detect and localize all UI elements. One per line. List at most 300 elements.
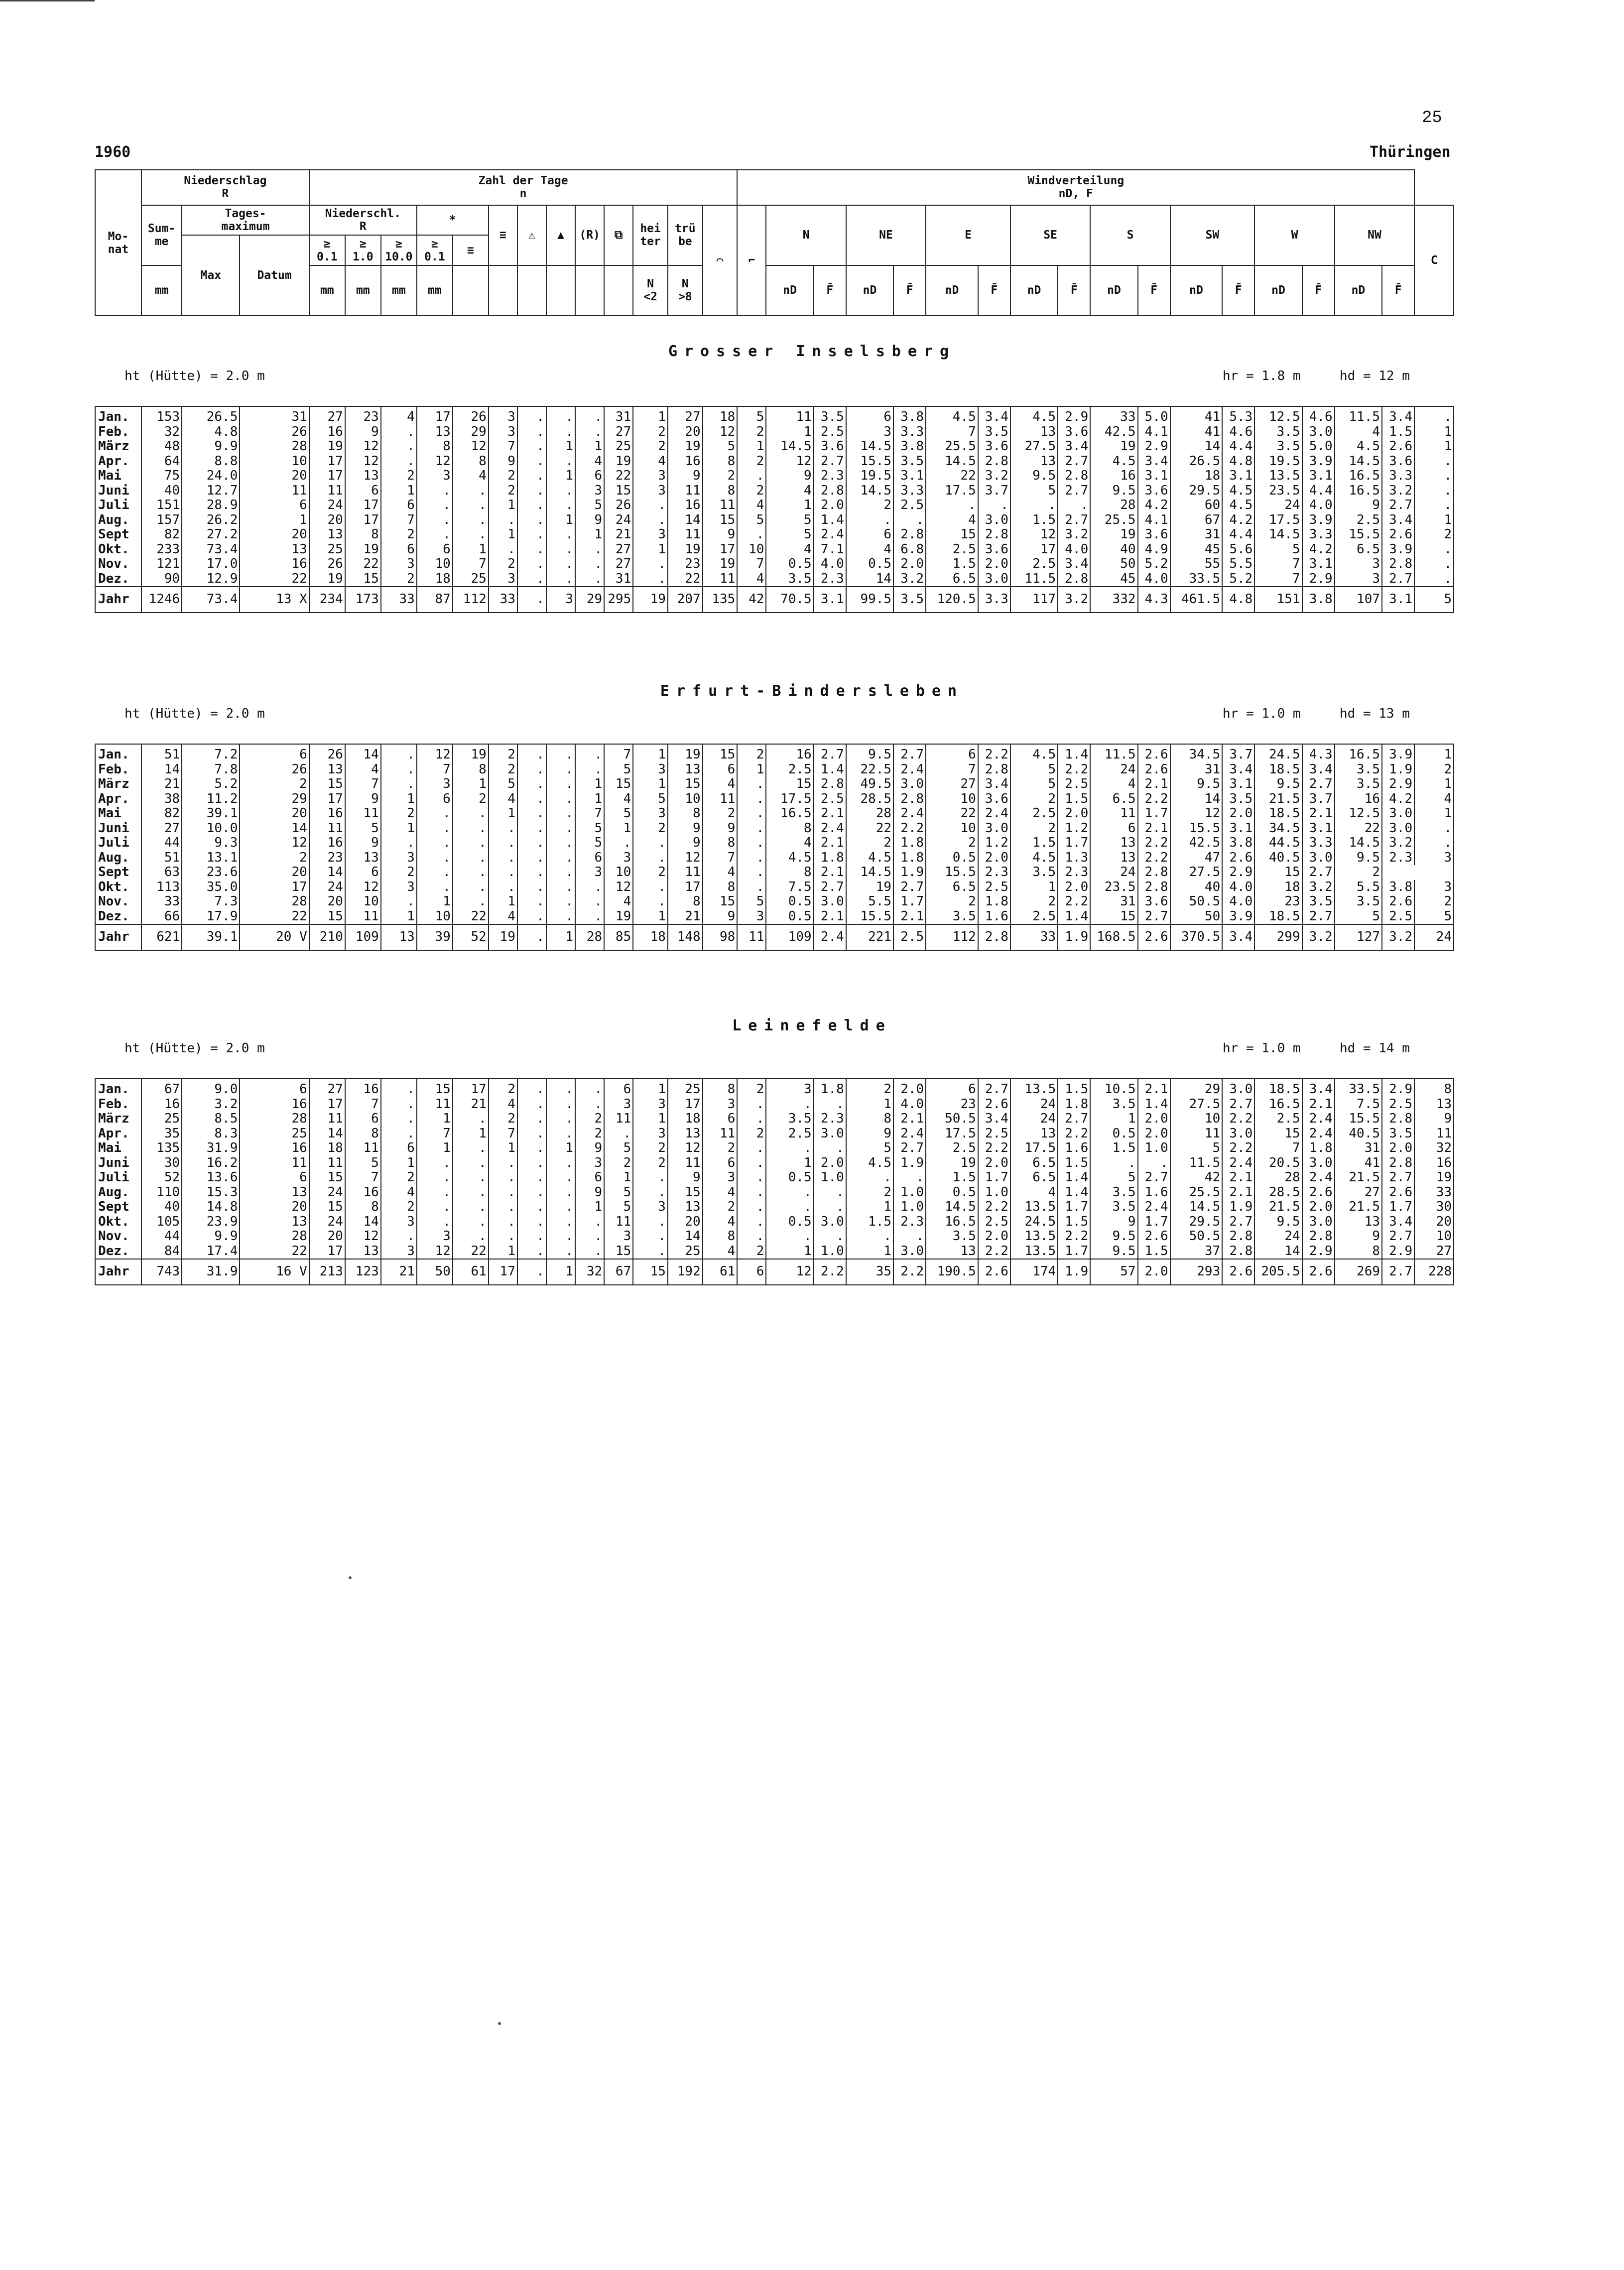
table-cell: 3 [575, 1156, 604, 1171]
table-cell: 24 [1090, 865, 1137, 880]
table-cell: 13.5 [1010, 1200, 1058, 1215]
table-cell: 2.0 [893, 1079, 926, 1097]
table-cell: 2 [489, 762, 517, 777]
table-cell: . [517, 880, 546, 895]
table-cell: 2.1 [1302, 806, 1335, 821]
table-cell: 12 [417, 1244, 453, 1260]
table-cell: 3.1 [1138, 469, 1170, 484]
table-cell: 11 [309, 821, 345, 836]
table-cell: . [633, 1244, 668, 1260]
table-cell: 12.5 [1254, 406, 1302, 425]
table-cell: 1.3 [1058, 851, 1090, 866]
table-cell: 2.7 [1302, 777, 1335, 792]
table-cell: 3.3 [1302, 527, 1335, 542]
table-cell: 44.5 [1254, 836, 1302, 851]
table-cell: 3 [633, 762, 668, 777]
year-label: Jahr [95, 924, 141, 950]
table-cell: 3.1 [1222, 777, 1254, 792]
table-cell: 2.3 [814, 572, 846, 587]
table-cell: . [489, 1185, 517, 1200]
table-cell: 2.7 [893, 880, 926, 895]
table-cell: . [575, 557, 604, 572]
table-cell: 2 [737, 1079, 766, 1097]
table-cell: 18 [417, 572, 453, 587]
table-cell: 11 [417, 1097, 453, 1112]
table-cell: 2.8 [1138, 880, 1170, 895]
table-cell: 19 [309, 572, 345, 587]
table-cell: . [517, 513, 546, 528]
table-cell: 157 [141, 513, 182, 528]
table-cell: . [737, 1112, 766, 1127]
table-cell: 3.8 [1302, 587, 1335, 613]
table-cell: . [417, 865, 453, 880]
table-cell: 3 [381, 1244, 417, 1260]
table-cell: . [517, 865, 546, 880]
table-cell: 16.5 [926, 1215, 978, 1230]
table-cell: 21.5 [1335, 1200, 1382, 1215]
table-cell: 6 [575, 1170, 604, 1185]
table-cell: 29 [453, 425, 489, 440]
table-cell: 2 [1414, 762, 1454, 777]
table-cell: 293 [1170, 1259, 1223, 1285]
table-cell: 3.5 [766, 1112, 813, 1127]
table-cell: 1.0 [978, 1185, 1010, 1200]
table-cell: . [1414, 469, 1454, 484]
table-cell: 25 [141, 1112, 182, 1127]
table-cell: 109 [345, 924, 381, 950]
table-cell: 16 [1335, 792, 1382, 807]
table-cell: 3.2 [1382, 484, 1414, 499]
table-cell: 2 [489, 484, 517, 499]
table-cell: 6 [381, 542, 417, 557]
table-cell: 3.5 [1254, 425, 1302, 440]
table-cell: 4.6 [1222, 425, 1254, 440]
table-cell: . [546, 498, 575, 513]
table-cell: 18.5 [1254, 762, 1302, 777]
table-cell: 40.5 [1254, 851, 1302, 866]
table-cell: 3.4 [1222, 762, 1254, 777]
table-cell: 30 [141, 1156, 182, 1171]
table-cell: 205.5 [1254, 1259, 1302, 1285]
table-cell: 6 [604, 1079, 633, 1097]
table-cell: 11 [604, 1112, 633, 1127]
table-cell: . [417, 1215, 453, 1230]
table-cell: 2.3 [893, 1215, 926, 1230]
table-cell: 2 [381, 527, 417, 542]
table-cell: 39.1 [182, 806, 240, 821]
table-cell: 15 [668, 1185, 703, 1200]
header-fog-2 [489, 265, 517, 316]
table-cell: 1 [546, 924, 575, 950]
table-cell: . [546, 806, 575, 821]
table-cell: 12 [604, 880, 633, 895]
table-cell: 2 [489, 1112, 517, 1127]
table-cell: 2 [489, 744, 517, 762]
table-cell: 4.6 [1302, 406, 1335, 425]
table-cell: 2.7 [1138, 909, 1170, 925]
table-cell: 13 X [240, 587, 309, 613]
header-nd: nD [1090, 265, 1137, 316]
table-cell: 2.7 [893, 744, 926, 762]
table-cell: . [546, 1200, 575, 1215]
table-cell: 2.1 [1138, 821, 1170, 836]
table-cell: 26 [240, 762, 309, 777]
table-cell: 12.7 [182, 484, 240, 499]
table-cell: 23 [345, 406, 381, 425]
table-cell: 9 [668, 836, 703, 851]
table-cell: 121 [141, 557, 182, 572]
table-cell: . [517, 469, 546, 484]
table-cell: 15 [309, 1200, 345, 1215]
table-row [95, 1079, 1454, 1097]
table-cell: 13 [668, 762, 703, 777]
table-cell: 299 [1254, 924, 1302, 950]
table-cell: 16.5 [766, 806, 813, 821]
table-cell: 2.5 [1382, 1097, 1414, 1112]
table-cell: . [546, 1079, 575, 1097]
table-cell: 11 [668, 1156, 703, 1171]
table-cell: . [381, 1079, 417, 1097]
table-cell: 2.2 [893, 1259, 926, 1285]
table-cell: 2.6 [1222, 1259, 1254, 1285]
table-cell: 5 [604, 1141, 633, 1156]
table-cell: 2 [1010, 894, 1058, 909]
table-row [95, 1229, 1454, 1244]
table-cell: 1.7 [1382, 1200, 1414, 1215]
table-cell: . [381, 1229, 417, 1244]
table-cell: 3.5 [926, 909, 978, 925]
table-cell: 2.4 [893, 806, 926, 821]
header-max: Max [182, 235, 240, 316]
table-cell: 2.4 [893, 762, 926, 777]
table-cell: 1 [1414, 806, 1454, 821]
table-cell: 27.5 [1170, 1097, 1223, 1112]
table-cell: . [546, 821, 575, 836]
table-cell: . [575, 762, 604, 777]
table-row [95, 806, 1454, 821]
table-cell: 84 [141, 1244, 182, 1260]
table-cell: . [546, 1156, 575, 1171]
table-cell: . [575, 1244, 604, 1260]
table-row [95, 469, 1454, 484]
table-cell: 13 [1010, 1127, 1058, 1141]
table-cell: 3.0 [1222, 1127, 1254, 1141]
header-f: F̄ [1382, 265, 1414, 316]
table-cell: 3 [846, 425, 893, 440]
table-cell: 2.7 [1382, 1259, 1414, 1285]
station-table [95, 744, 1454, 951]
table-cell: 15.5 [1335, 1112, 1382, 1127]
table-cell: 5 [1414, 909, 1454, 925]
table-cell: 11 [737, 924, 766, 950]
table-cell: 3.0 [1222, 1079, 1254, 1097]
table-cell: 2.9 [1222, 865, 1254, 880]
table-cell: 234 [309, 587, 345, 613]
table-row [95, 909, 1454, 925]
table-cell: . [633, 513, 668, 528]
table-cell: 3.0 [1382, 806, 1414, 821]
table-cell: 2.0 [1382, 1141, 1414, 1156]
table-cell: 23 [668, 557, 703, 572]
table-cell: 2.1 [814, 865, 846, 880]
table-cell: . [737, 821, 766, 836]
table-cell: . [737, 880, 766, 895]
table-cell: . [737, 792, 766, 807]
table-cell: 20 [668, 425, 703, 440]
table-cell: . [453, 1112, 489, 1127]
table-cell: 6 [381, 498, 417, 513]
table-cell: . [417, 484, 453, 499]
table-cell: 2.0 [978, 557, 1010, 572]
table-cell: 461.5 [1170, 587, 1223, 613]
table-cell: 2.5 [1335, 513, 1382, 528]
table-cell: . [517, 1244, 546, 1260]
table-cell: 3 [604, 1229, 633, 1244]
table-cell: . [546, 572, 575, 587]
table-cell: 24.5 [1254, 744, 1302, 762]
header-monat: Mo- nat [95, 170, 141, 316]
table-cell: 26 [604, 498, 633, 513]
header-snow-mm: mm [417, 265, 453, 316]
table-cell: 1.5 [1090, 1141, 1137, 1156]
table-row [95, 1127, 1454, 1141]
table-cell: 82 [141, 527, 182, 542]
table-cell: 10 [926, 792, 978, 807]
table-cell: . [546, 1170, 575, 1185]
table-cell: 22 [668, 572, 703, 587]
table-cell: . [575, 572, 604, 587]
table-cell: . [546, 836, 575, 851]
station-hd: hd = 13 m [1340, 706, 1410, 721]
table-cell: 29 [575, 587, 604, 613]
table-cell: 50.5 [1170, 894, 1223, 909]
table-cell: 12 [417, 744, 453, 762]
table-cell: 18 [1170, 469, 1223, 484]
table-cell: 13 [1335, 1215, 1382, 1230]
header-dir-w: W [1254, 205, 1334, 265]
table-cell: 9.5 [1090, 484, 1137, 499]
table-cell: . [546, 894, 575, 909]
month-label: Jan. [95, 744, 141, 762]
table-cell: 3.5 [1335, 762, 1382, 777]
table-cell: 0.5 [766, 1170, 813, 1185]
station-title: Leinefelde [732, 1017, 892, 1034]
table-cell: 2.8 [1382, 1112, 1414, 1127]
table-cell: 3 [1414, 851, 1454, 866]
table-cell: 13 [1090, 836, 1137, 851]
table-cell: 1 [766, 498, 813, 513]
table-cell: 9 [489, 454, 517, 469]
table-cell: 2 [604, 1156, 633, 1171]
table-cell: 6.5 [1090, 792, 1137, 807]
table-cell: 31 [240, 406, 309, 425]
table-cell: 2.0 [893, 557, 926, 572]
table-cell: 26 [453, 406, 489, 425]
table-cell: 5 [1090, 1170, 1137, 1185]
table-cell: 9.5 [1170, 777, 1223, 792]
table-cell: 1 [381, 909, 417, 925]
table-cell: 2 [381, 806, 417, 821]
table-cell: 15 [668, 777, 703, 792]
table-cell: 8.8 [182, 454, 240, 469]
table-cell: 2.1 [1138, 1079, 1170, 1097]
table-cell: 9 [575, 1141, 604, 1156]
table-cell: 28 [240, 1112, 309, 1127]
table-cell: 19.5 [1254, 454, 1302, 469]
table-cell: 15 [309, 1170, 345, 1185]
table-cell: 12 [345, 454, 381, 469]
table-cell: 42 [737, 587, 766, 613]
table-cell: 10 [668, 792, 703, 807]
table-row [95, 557, 1454, 572]
table-cell: 3.2 [1382, 924, 1414, 950]
table-cell: 4.0 [1138, 572, 1170, 587]
table-cell: . [737, 527, 766, 542]
table-cell: 3 [604, 851, 633, 866]
table-cell: 1 [417, 1112, 453, 1127]
table-cell: 12 [668, 1141, 703, 1156]
table-cell: . [417, 1170, 453, 1185]
table-cell: . [489, 513, 517, 528]
table-cell: . [517, 836, 546, 851]
table-cell: 2.1 [814, 909, 846, 925]
header-r-2 [575, 265, 604, 316]
table-cell: 20.5 [1254, 1156, 1302, 1171]
table-cell: 190.5 [926, 1259, 978, 1285]
table-cell: 15 [345, 572, 381, 587]
table-cell: 19 [604, 909, 633, 925]
table-cell: . [517, 1156, 546, 1171]
table-cell: 2.6 [1382, 527, 1414, 542]
table-cell: 2.9 [1302, 1244, 1335, 1260]
header-ge01-mm: mm [309, 265, 345, 316]
table-cell: 3.2 [1058, 527, 1090, 542]
table-cell: 7.1 [814, 542, 846, 557]
table-cell: 2.5 [766, 762, 813, 777]
month-label: Aug. [95, 513, 141, 528]
table-cell: 10 [1414, 1229, 1454, 1244]
table-cell: . [489, 865, 517, 880]
table-cell: 10 [604, 865, 633, 880]
table-cell: . [453, 806, 489, 821]
table-cell: 52 [141, 1170, 182, 1185]
table-cell: 2.7 [1058, 454, 1090, 469]
table-cell: 2.8 [1058, 572, 1090, 587]
table-cell: 2 [703, 1141, 738, 1156]
table-cell: 6 [703, 1156, 738, 1171]
table-cell: 75 [141, 469, 182, 484]
month-label: Dez. [95, 572, 141, 587]
table-cell: 3.4 [1382, 513, 1414, 528]
table-cell: 3.5 [766, 572, 813, 587]
table-cell: 2.3 [1058, 865, 1090, 880]
table-cell: 14.5 [846, 484, 893, 499]
table-cell: 13 [1414, 1097, 1454, 1112]
table-cell: 6.5 [926, 572, 978, 587]
table-cell: 22 [926, 806, 978, 821]
table-cell: . [546, 909, 575, 925]
table-cell: 25 [453, 572, 489, 587]
table-cell: 2 [737, 1127, 766, 1141]
month-label: Okt. [95, 880, 141, 895]
table-cell: 23 [1254, 894, 1302, 909]
table-cell: 3.6 [814, 439, 846, 454]
table-cell: 22.5 [846, 762, 893, 777]
table-cell: . [489, 880, 517, 895]
table-cell: 28 [240, 1229, 309, 1244]
year-label: Jahr [95, 1259, 141, 1285]
table-cell: 13 [345, 1244, 381, 1260]
table-row [95, 880, 1454, 895]
table-cell: 4.3 [1138, 587, 1170, 613]
table-cell: 87 [417, 587, 453, 613]
table-row [95, 572, 1454, 587]
table-cell: 5.2 [1222, 572, 1254, 587]
header-graupel-2 [517, 265, 546, 316]
table-cell: 1.4 [1058, 1170, 1090, 1185]
table-cell: . [575, 880, 604, 895]
table-cell: 17.5 [766, 792, 813, 807]
table-cell: 16 [240, 557, 309, 572]
table-row [95, 851, 1454, 866]
table-cell: 2.0 [1058, 806, 1090, 821]
table-cell: 6 [926, 744, 978, 762]
table-cell: 22 [240, 909, 309, 925]
table-cell: 2.9 [1382, 1244, 1414, 1260]
table-cell: 8 [703, 484, 738, 499]
table-cell: 1 [575, 1200, 604, 1215]
table-cell: 1.9 [1222, 1200, 1254, 1215]
table-cell: 24 [1254, 1229, 1302, 1244]
month-label: März [95, 1112, 141, 1127]
table-row [95, 1097, 1454, 1112]
table-cell: 2 [1010, 792, 1058, 807]
month-label: Feb. [95, 425, 141, 440]
table-cell: 2.8 [1382, 1156, 1414, 1171]
table-cell: 40 [141, 1200, 182, 1215]
table-cell: 5 [1335, 909, 1382, 925]
table-cell: 13 [240, 1185, 309, 1200]
table-cell: 2.7 [1058, 513, 1090, 528]
table-cell: 14 [1170, 792, 1223, 807]
table-cell: 2 [846, 1185, 893, 1200]
table-cell: 2.7 [978, 1079, 1010, 1097]
table-cell: 4 [1090, 777, 1137, 792]
table-cell: . [575, 744, 604, 762]
table-cell: 18.5 [1254, 1079, 1302, 1097]
table-cell: 28.5 [1254, 1185, 1302, 1200]
table-cell: 1.7 [1058, 836, 1090, 851]
table-cell: . [381, 836, 417, 851]
table-cell: . [417, 1185, 453, 1200]
table-cell: 25 [309, 542, 345, 557]
table-cell: 6 [240, 498, 309, 513]
table-cell: 2.2 [978, 1244, 1010, 1260]
table-cell: 13 [668, 1200, 703, 1215]
table-row [95, 439, 1454, 454]
table-cell: 213 [309, 1259, 345, 1285]
table-cell: 4.5 [846, 1156, 893, 1171]
table-cell: 3.1 [814, 587, 846, 613]
table-cell: 57 [1090, 1259, 1137, 1285]
table-cell: 4 [703, 777, 738, 792]
table-cell: 4.4 [1222, 527, 1254, 542]
table-cell: 82 [141, 806, 182, 821]
table-cell: . [417, 806, 453, 821]
table-cell: 4 [604, 894, 633, 909]
table-cell: 15 [633, 1259, 668, 1285]
table-cell: 6 [417, 542, 453, 557]
